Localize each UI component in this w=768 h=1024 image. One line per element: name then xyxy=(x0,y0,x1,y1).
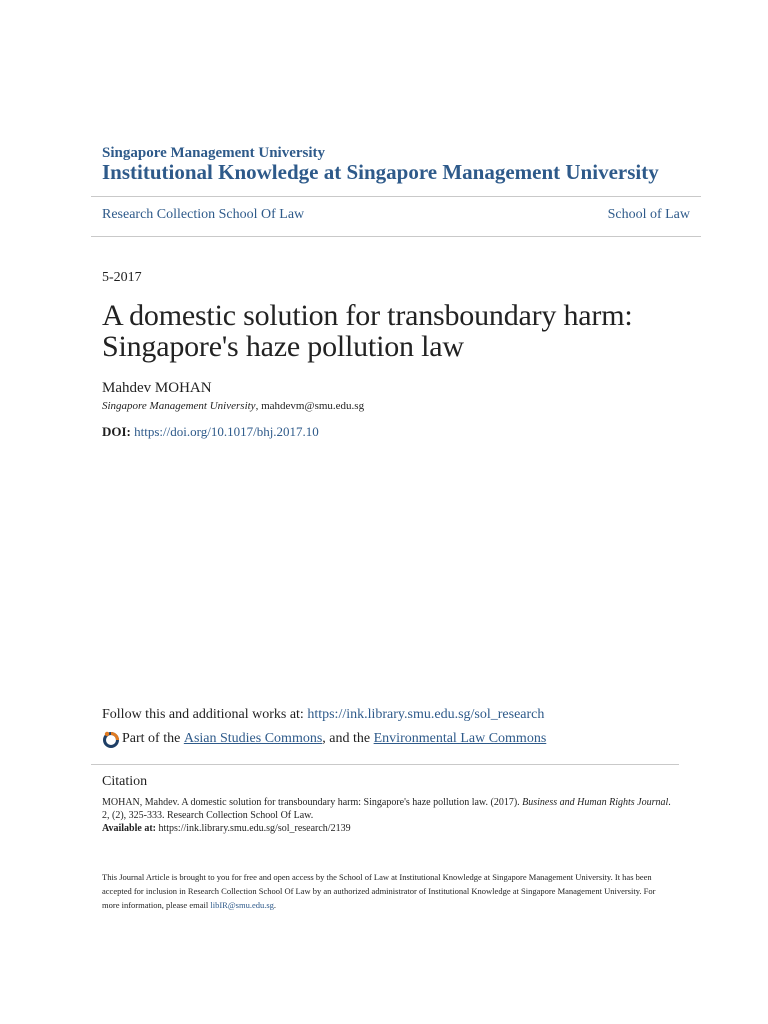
follow-line xyxy=(102,707,544,723)
available-url[interactable]: https://ink.library.smu.edu.sg/sol_research/2139 xyxy=(155,823,351,834)
divider-nav xyxy=(91,236,701,237)
footer-email-link[interactable]: libIR@smu.edu.sg xyxy=(210,900,274,910)
citation-details: . 2, (2), 325-333. Research Collection School Of Law. xyxy=(102,797,671,821)
doi-line xyxy=(102,424,319,440)
publication-date: 5-2017 xyxy=(102,270,142,285)
divider-top xyxy=(91,196,701,197)
available-label: Available at: xyxy=(102,823,156,834)
follow-link[interactable]: https://ink.library.smu.edu.sg/sol_research xyxy=(307,707,545,722)
author-name: Mahdev MOHAN xyxy=(102,380,212,396)
citation-body xyxy=(102,796,672,835)
environmental-law-commons-link[interactable]: Environmental Law Commons xyxy=(373,731,547,746)
divider-citation xyxy=(91,764,679,765)
doi-link[interactable]: https://doi.org/10.1017/bhj.2017.10 xyxy=(134,424,319,439)
and-the-text: , and the xyxy=(322,731,371,746)
digital-commons-icon xyxy=(102,730,120,748)
doi-label: DOI: xyxy=(102,424,131,439)
citation-heading: Citation xyxy=(102,774,148,789)
article-title: A domestic solution for transboundary harm: Singapore's haze pollution law xyxy=(102,299,633,363)
citation-journal: Business and Human Rights Journal xyxy=(522,797,669,808)
collection-link[interactable]: Research Collection School Of Law xyxy=(102,207,305,222)
part-of-line xyxy=(102,730,546,748)
affiliation-name: Singapore Management University xyxy=(102,400,256,412)
footer-end: . xyxy=(273,900,277,910)
footer-notice xyxy=(102,870,672,912)
repository-name[interactable]: Institutional Knowledge at Singapore Management University xyxy=(102,160,659,184)
university-name[interactable]: Singapore Management University xyxy=(102,145,326,161)
citation-text: MOHAN, Mahdev. A domestic solution for transboundary harm: Singapore's haze pollution law. (2017). xyxy=(102,797,523,808)
author-affiliation xyxy=(102,400,364,412)
author-email: , mahdevm@smu.edu.sg xyxy=(255,400,365,412)
school-link[interactable]: School of Law xyxy=(607,207,690,222)
footer-text: This Journal Article is brought to you for free and open access by the School of Law at Institutional Knowledge at Singapore Management University. It has been accepted for inclusion in Research Collection School Of Law by an authorized administrator of Institutional Knowledge at Singapore Management University. For more information, please email xyxy=(102,872,656,910)
asian-studies-commons-link[interactable]: Asian Studies Commons xyxy=(183,731,323,746)
follow-text: Follow this and additional works at: xyxy=(102,707,308,722)
part-of-text: Part of the xyxy=(122,731,181,746)
